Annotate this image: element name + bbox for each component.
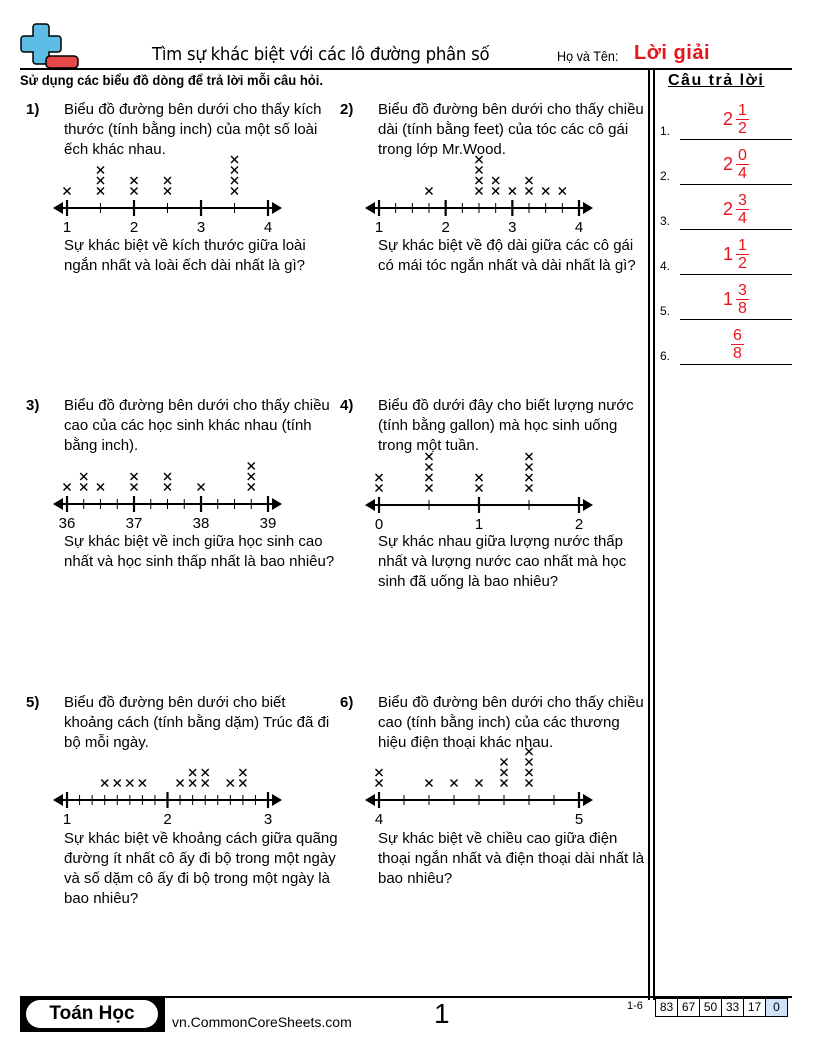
data-point-x-mark	[526, 748, 533, 755]
right-arrow-icon	[583, 794, 593, 806]
question-prompt: Sự khác nhau giữa lượng nước thấp nhất và lượng nước cao nhất mà học sinh đã uống là bao nhiêu?	[378, 533, 627, 590]
question-prompt: Sự khác biệt về chiều cao giữa điện thoại ngắn nhất và điện thoại dài nhất là bao nhiêu?	[378, 830, 645, 887]
question-prompt: Sự khác biệt về kích thước giữa loài ngắn nhất và loài ếch dài nhất là gì?	[64, 237, 306, 274]
name-value: Lời giải	[634, 42, 711, 64]
problem-range: 1-6	[627, 1000, 643, 1012]
tick-label: 3	[196, 219, 206, 236]
tick-label: 3	[263, 811, 273, 828]
answer-denominator: 4	[738, 210, 747, 227]
answer-numerator: 3	[738, 192, 747, 209]
tick-label: 2	[441, 219, 450, 236]
question-text: Biểu đồ đường bên dưới cho thấy chiều cao (tính bằng inch) của các thương hiệu điện thoại khác nhau.	[378, 694, 644, 751]
answer-whole: 1	[723, 289, 734, 309]
answer-number: 6.	[660, 349, 671, 363]
answer-denominator: 2	[738, 120, 747, 137]
answer-whole: 2	[723, 199, 734, 219]
tick-label: 0	[374, 516, 384, 533]
answer-whole: 1	[723, 244, 734, 264]
left-arrow-icon	[365, 794, 375, 806]
data-point-x-mark	[451, 780, 458, 787]
data-point-x-mark	[426, 780, 433, 787]
score-cell: 33	[722, 999, 744, 1016]
score-cell: 17	[744, 999, 766, 1016]
score-cell: 67	[678, 999, 700, 1016]
data-point-x-mark	[526, 759, 533, 766]
answer-numerator: 0	[738, 147, 747, 164]
tick-label: 2	[129, 219, 139, 236]
question-number: 5)	[26, 694, 40, 711]
tick-label: 4	[374, 811, 384, 828]
answer-numerator: 1	[738, 237, 747, 254]
answer-numerator: 1	[738, 102, 747, 119]
question-number: 3)	[26, 397, 40, 414]
brand-label: Toán Học	[26, 1000, 158, 1028]
tick-label: 1	[474, 516, 484, 533]
question-text: Biểu đồ đường bên dưới cho thấy chiều dài (tính bằng feet) của tóc các cô gái trong lớp Mr.Wood.	[378, 101, 644, 158]
answer-number: 3.	[660, 214, 671, 228]
answers-title: Câu trả lời	[668, 72, 765, 89]
answer-number: 2.	[660, 169, 671, 183]
name-label: Họ và Tên:	[557, 48, 619, 64]
data-point-x-mark	[476, 780, 483, 787]
instructions: Sử dụng các biểu đồ dòng để trả lời mỗi câu hỏi.	[20, 72, 323, 88]
answer-whole: 2	[723, 109, 734, 129]
answer-denominator: 8	[733, 345, 742, 362]
tick-label: 1	[374, 219, 384, 236]
score-cell: 83	[656, 999, 678, 1016]
data-point-x-mark	[526, 780, 533, 787]
data-point-x-mark	[501, 769, 508, 776]
worksheet-title: Tìm sự khác biệt với các lô đường phân số	[152, 44, 490, 65]
question-number: 6)	[340, 694, 354, 711]
answer-number: 5.	[660, 304, 671, 318]
tick-label: 3	[508, 219, 517, 236]
data-point-x-mark	[501, 759, 508, 766]
tick-label: 1	[62, 811, 72, 828]
data-point-x-mark	[376, 769, 383, 776]
question-prompt: Sự khác biệt về khoảng cách giữa quãng đường ít nhất cô ấy đi bộ trong một ngày và số dặm cô ấy đi bộ trong một ngày là bao nhiêu?	[64, 830, 338, 907]
tick-label: 39	[259, 515, 277, 532]
answer-number: 4.	[660, 259, 671, 273]
answer-number: 1.	[660, 124, 671, 138]
question-prompt: Sự khác biệt về độ dài giữa các cô gái có mái tóc ngắn nhất và dài nhất là gì?	[378, 237, 636, 274]
tick-label: 4	[263, 219, 273, 236]
question-number: 4)	[340, 397, 354, 414]
answer-denominator: 8	[738, 300, 747, 317]
question-text: Biểu đồ đường bên dưới cho biết khoảng cách (tính bằng dặm) Trúc đã đi bộ mỗi ngày.	[64, 694, 330, 751]
tick-label: 38	[192, 515, 210, 532]
score-cell: 50	[700, 999, 722, 1016]
tick-label: 1	[62, 219, 72, 236]
answer-denominator: 4	[738, 165, 747, 182]
question-number: 1)	[26, 101, 40, 118]
question-text: Biểu đồ đường bên dưới cho thấy kích thước (tính bằng inch) của một số loài ếch khác nhau.	[64, 101, 322, 158]
data-point-x-mark	[501, 780, 508, 787]
answer-numerator: 6	[733, 327, 742, 344]
answer-denominator: 2	[738, 255, 747, 272]
score-cell: 0	[766, 999, 787, 1016]
tick-label: 2	[574, 516, 584, 533]
tick-label: 37	[125, 515, 143, 532]
question-number: 2)	[340, 101, 354, 118]
site-url: vn.CommonCoreSheets.com	[172, 1014, 352, 1030]
question-prompt: Sự khác biệt về inch giữa học sinh cao nhất và học sinh thấp nhất là bao nhiêu?	[64, 533, 335, 570]
page-number: 1	[434, 998, 450, 1029]
data-point-x-mark	[376, 780, 383, 787]
question-text: Biểu đồ đường bên dưới cho thấy chiều cao của các học sinh khác nhau (tính bằng inch).	[64, 397, 330, 454]
tick-label: 4	[574, 219, 584, 236]
tick-label: 5	[574, 811, 584, 828]
tick-label: 36	[58, 515, 76, 532]
question-text: Biểu đồ dưới đây cho biết lượng nước (tính bằng gallon) mà học sinh uống trong một tuần.	[378, 397, 634, 454]
answer-numerator: 3	[738, 282, 747, 299]
tick-label: 2	[163, 811, 172, 828]
answer-whole: 2	[723, 154, 734, 174]
data-point-x-mark	[526, 769, 533, 776]
